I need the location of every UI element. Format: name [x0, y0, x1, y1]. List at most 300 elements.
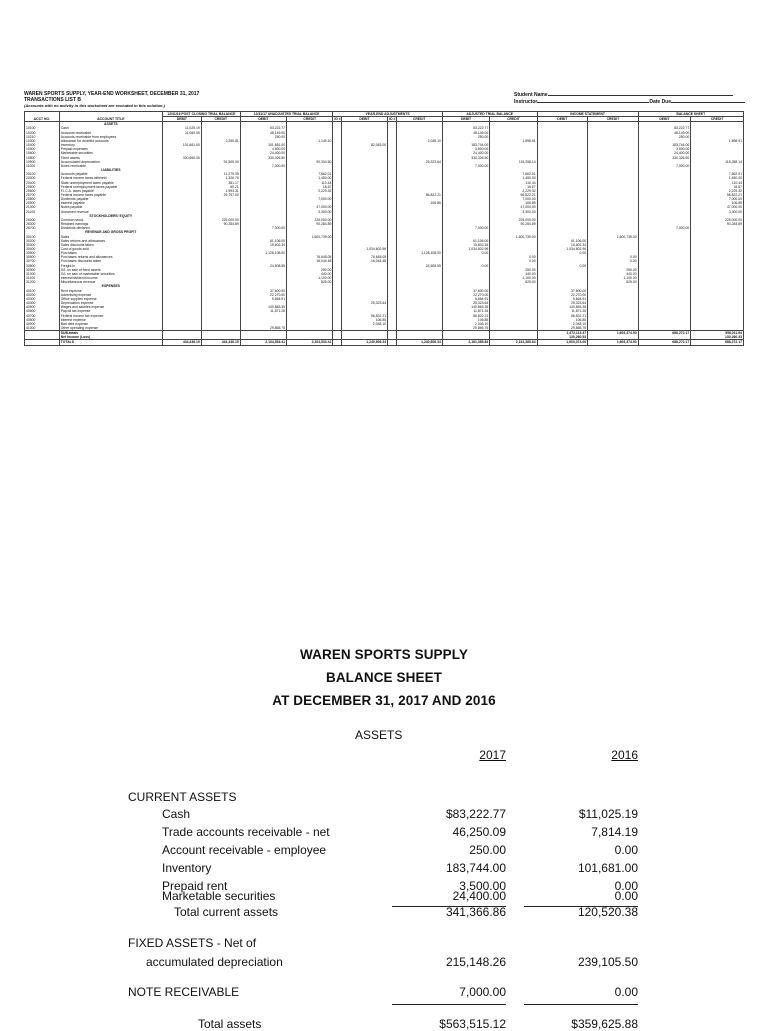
- amount-cell-bsc: 16.67: [691, 185, 744, 189]
- bs-current-item-label: Inventory: [162, 861, 212, 875]
- amount-cell-atc: 440.00: [490, 272, 537, 276]
- amount-cell-isc: 1,603,374.00: [588, 331, 639, 336]
- amount-cell-bsc: 225,000.00: [691, 218, 744, 222]
- amount-cell-bsd: 48,149.00: [638, 131, 691, 135]
- amount-cell-bsc: 115,258.14: [691, 160, 744, 164]
- acct-no-cell: 10500: [25, 147, 60, 151]
- account-title-cell: State unemployment taxes payable: [59, 181, 162, 185]
- amount-cell-bsd: 7,000.00: [638, 164, 691, 168]
- amount-cell-atc: 1,600,739.00: [490, 235, 537, 239]
- account-title-cell: Accounts receivable from employees: [59, 135, 162, 139]
- header-post-closing: 12/31/16 POST CLOSING TRIAL BALANCE: [162, 112, 240, 117]
- amount-cell-bsc: 110.44: [691, 181, 744, 185]
- amount-cell-bsd: 24,400.00: [638, 151, 691, 155]
- sub-debit: DEBIT: [341, 117, 387, 122]
- acct-no-cell: 40600: [25, 309, 60, 313]
- amount-cell-atd: 11,871.26: [442, 309, 489, 313]
- bs-assets-heading: ASSETS: [355, 728, 403, 742]
- bs-current-item-2017: 24,400.00: [452, 889, 506, 903]
- acct-no-cell: 30400: [25, 247, 60, 251]
- acct-no-cell: 10100: [25, 126, 60, 130]
- amount-cell-bsc: 7,662.01: [691, 172, 744, 176]
- amount-cell-ud: 15,602.34: [240, 243, 286, 247]
- bs-current-item-2017: 3,500.00: [459, 879, 506, 893]
- account-title-cell: Advertising expense: [59, 293, 162, 297]
- account-title-cell: Notes receivable: [59, 164, 162, 168]
- bs-current-item-label: Marketable securities: [162, 889, 276, 903]
- amount-cell-isd: 2,048.10: [537, 322, 588, 326]
- account-title-cell: SUB-totals: [59, 331, 162, 336]
- amount-cell-isd: 0.00: [537, 251, 588, 255]
- amount-cell-atd: 37,600.00: [442, 289, 489, 293]
- bs-statement-title: BALANCE SHEET: [325, 670, 443, 685]
- amount-cell-uc: 250.00: [287, 268, 333, 272]
- bs-fixed-heading: FIXED ASSETS - Net of: [128, 936, 257, 950]
- amount-cell-pcc: 65.21: [201, 185, 240, 189]
- amount-cell-ud: 61,106.00: [240, 239, 286, 243]
- acct-no-cell: [25, 340, 60, 345]
- account-title-cell: Accounts receivable: [59, 131, 162, 135]
- amount-cell-isc: 825.00: [588, 280, 639, 284]
- account-title-cell: Cost of goods sold: [59, 247, 162, 251]
- bs-current-item-2017: 46,250.09: [452, 825, 506, 839]
- bs-total-current-2017: 341,366.86: [445, 905, 506, 919]
- header-income: INCOME STATEMENT: [537, 112, 638, 117]
- header-balance: BALANCE SHEET: [638, 112, 743, 117]
- amount-cell-pcd: 11,025.19: [162, 126, 201, 130]
- amount-cell-atc: 115,258.14: [490, 160, 537, 164]
- amount-cell-bsd: 330,326.50: [638, 156, 691, 160]
- amount-cell-ud: 22,270.00: [240, 293, 286, 297]
- amount-cell-atc: 1,100.00: [490, 276, 537, 280]
- amount-cell-atd: 5,664.91: [442, 297, 489, 301]
- sub-credit: CREDIT: [490, 117, 537, 122]
- account-title-cell: Notes payable: [59, 205, 162, 209]
- amount-cell-uc: 2,229.32: [287, 189, 333, 193]
- amount-cell-ud: 5,664.91: [240, 297, 286, 301]
- amount-cell-ac: 1,128,108.00: [396, 251, 442, 255]
- amount-cell-uc: 16,044.48: [287, 259, 333, 263]
- amount-cell-isd: 0.00: [537, 264, 588, 268]
- acct-no-cell: 10600: [25, 151, 60, 155]
- acct-no-cell: 40500: [25, 305, 60, 309]
- amount-cell-uc: 16.67: [287, 185, 333, 189]
- acct-no-cell: 11000: [25, 164, 60, 168]
- amount-cell-uc: 76,645.05: [287, 255, 333, 259]
- amount-cell-bsc: 688,272.17: [691, 340, 744, 345]
- worksheet-title-block: [24, 91, 199, 109]
- amount-cell-ud: 11,871.26: [240, 309, 286, 313]
- acct-no-cell: 31000: [25, 272, 60, 276]
- bs-current-item-2016: 0.00: [614, 889, 638, 903]
- amount-cell-bsd: 688,272.17: [638, 340, 691, 345]
- student-info-block: [514, 91, 745, 105]
- bs-fixed-2017: 215,148.26: [445, 955, 506, 969]
- bs-current-item-label: Prepaid rent: [162, 879, 228, 893]
- amount-cell-atd: 7,000.00: [442, 226, 489, 230]
- acct-no-cell: 30500: [25, 251, 60, 255]
- account-title-cell: Accumulated depreciation: [59, 160, 162, 164]
- amount-cell-ud: 24,508.55: [240, 264, 286, 268]
- bs-total-assets-2017: $563,515.12: [439, 1017, 506, 1031]
- sub-debit: DEBIT: [162, 117, 201, 122]
- amount-cell-uc: 2,104,533.41: [287, 340, 333, 345]
- amount-cell-pcc: 444,436.19: [201, 340, 240, 345]
- amount-cell-isc: 1,100.00: [588, 276, 639, 280]
- account-title-cell: TOTALS: [59, 340, 162, 345]
- acct-no-cell: 40800: [25, 318, 60, 322]
- acct-no-cell: 40100: [25, 289, 60, 293]
- acct-no-cell: 21100: [25, 210, 60, 214]
- account-title-cell: REVENUE AND GROSS PROFIT: [59, 230, 162, 234]
- account-title-cell: Cash: [59, 126, 162, 130]
- acct-no-cell: 20900: [25, 201, 60, 205]
- acct-no-cell: 40400: [25, 301, 60, 305]
- account-title-cell: Freight-in: [59, 264, 162, 268]
- amount-cell-ud: 83,222.77: [240, 126, 286, 130]
- amount-cell-ud: 250.00: [240, 135, 286, 139]
- header-acct-no: ACCT NO.: [25, 112, 60, 122]
- amount-cell-atd: 140,863.35: [442, 305, 489, 309]
- amount-cell-atd: 183,744.00: [442, 143, 489, 147]
- amount-cell-isd: 1,034,602.96: [537, 247, 588, 251]
- account-title-cell: Federal income taxes payable: [59, 193, 162, 197]
- amount-cell-bsc: 7,000.00: [691, 197, 744, 201]
- amount-cell-atd: 0.00: [442, 264, 489, 268]
- amount-cell-atd: 25,323.64: [442, 301, 489, 305]
- amount-cell-pcd: 101,681.00: [162, 143, 201, 147]
- amount-cell-bsc: 130,260.33: [691, 335, 744, 340]
- header-adjusted: ADJUSTED TRIAL BALANCE: [442, 112, 537, 117]
- acct-no-cell: 21000: [25, 205, 60, 209]
- amount-cell-uc: 1,450.00: [287, 176, 333, 180]
- amount-cell-ad: 16,044.48: [341, 259, 387, 263]
- amount-cell-uc: 110.44: [287, 181, 333, 185]
- account-title-cell: ASSETS: [59, 122, 162, 127]
- account-title-cell: Interest/dividend income: [59, 276, 162, 280]
- bs-current-item-label: Cash: [162, 807, 191, 821]
- account-title-cell: Bad debt expense: [59, 322, 162, 326]
- amount-cell-isd: 56,822.21: [537, 314, 588, 318]
- amount-cell-isd: 25,323.64: [537, 301, 588, 305]
- acct-no-cell: 20300: [25, 176, 60, 180]
- account-title-cell: Interest expense: [59, 318, 162, 322]
- amount-cell-isd: 106.85: [537, 318, 588, 322]
- acct-no-cell: 20600: [25, 189, 60, 193]
- acct-no-cell: 30900: [25, 268, 60, 272]
- amount-cell-pcc: 2,250.81: [201, 139, 240, 143]
- worksheet-note: (Accounts with no activity in this worksheet are excluded in this solution.): [24, 103, 165, 108]
- amount-cell-ud: 2,104,533.41: [240, 340, 286, 345]
- amount-cell-isc: 0.00: [588, 259, 639, 263]
- account-title-cell: Allowance for doubtful accounts: [59, 139, 162, 143]
- amount-cell-bsd: 250.00: [638, 135, 691, 139]
- amount-cell-ac: 2,048.10: [396, 139, 442, 143]
- amount-cell-isc: 250.00: [588, 268, 639, 272]
- bs-company-name: WAREN SPORTS SUPPLY: [300, 647, 468, 662]
- amount-cell-bsd: 688,272.17: [638, 331, 691, 336]
- bs-note-2016: 0.00: [614, 985, 638, 999]
- amount-cell-atc: 0.00: [490, 259, 537, 263]
- account-title-cell: Retained earnings: [59, 222, 162, 226]
- account-title-cell: Dividends payable: [59, 197, 162, 201]
- bs-current-item-2016: 0.00: [614, 879, 638, 893]
- amount-cell-atc: 1,898.91: [490, 139, 537, 143]
- amount-cell-bsc: 2,229.32: [691, 189, 744, 193]
- worksheet-subtitle: TRANSACTIONS LIST B: [24, 97, 81, 103]
- amount-cell-uc: 7,000.00: [287, 197, 333, 201]
- amount-cell-ad: 82,063.00: [341, 143, 387, 147]
- sub-debit: DEBIT: [537, 117, 588, 122]
- amount-cell-ud: 1,128,108.00: [240, 251, 286, 255]
- amount-cell-bsd: 7,000.00: [638, 226, 691, 230]
- amount-cell-ud: 140,863.35: [240, 305, 286, 309]
- amount-cell-uc: 90,284.89: [287, 222, 333, 226]
- amount-cell-atd: 61,106.00: [442, 239, 489, 243]
- amount-cell-atd: 22,270.00: [442, 293, 489, 297]
- amount-cell-ad: 25,323.64: [341, 301, 387, 305]
- amount-cell-atc: 7,662.01: [490, 172, 537, 176]
- amount-cell-ac: 56,822.21: [396, 193, 442, 197]
- bs-total-assets-label: Total assets: [198, 1017, 262, 1031]
- bs-current-item-2016: $11,025.19: [578, 807, 638, 821]
- amount-cell-atc: 16.67: [490, 185, 537, 189]
- bs-year-2017: 2017: [479, 748, 506, 762]
- amount-cell-pcc: 90,284.89: [201, 222, 240, 226]
- amount-cell-atd: 0.00: [442, 251, 489, 255]
- amount-cell-bsc: 3,300.00: [691, 210, 744, 214]
- bs-total-current-2016: 120,520.38: [577, 905, 638, 919]
- account-title-cell: LIABILITIES: [59, 168, 162, 172]
- account-title-cell: Dividends declared: [59, 226, 162, 230]
- amount-cell-uc: 225,000.00: [287, 218, 333, 222]
- amount-cell-ac: 24,508.55: [396, 264, 442, 268]
- acct-no-cell: 30800: [25, 264, 60, 268]
- amount-cell-id1: [333, 340, 341, 345]
- acct-no-cell: 26700: [25, 226, 60, 230]
- bs-rule-note-2017: [392, 1004, 506, 1005]
- amount-cell-atc: 56,822.21: [490, 193, 537, 197]
- bs-current-item-2016: 7,814.19: [591, 825, 638, 839]
- amount-cell-ac: 1,240,606.34: [396, 340, 442, 345]
- acct-no-cell: 31100: [25, 276, 60, 280]
- amount-cell-pcc: 1,326.76: [201, 176, 240, 180]
- worksheet-body: [25, 122, 744, 345]
- account-title-cell: Accounts payable: [59, 172, 162, 176]
- acct-no-cell: 10210: [25, 135, 60, 139]
- amount-cell-isd: 1,472,113.47: [537, 331, 588, 336]
- amount-cell-uc: 47,000.00: [287, 205, 333, 209]
- header-account-title: ACCOUNT TITLE: [59, 112, 162, 122]
- amount-cell-bsc: 1,898.91: [691, 139, 744, 143]
- bs-current-assets-heading: CURRENT ASSETS: [128, 790, 237, 804]
- amount-cell-atd: 1,034,602.96: [442, 247, 489, 251]
- amount-cell-ud: 4,500.00: [240, 147, 286, 151]
- bs-rule-note-2016: [524, 1004, 638, 1005]
- sub-credit: CREDIT: [396, 117, 442, 122]
- amount-cell-pcc: 225,000.00: [201, 218, 240, 222]
- amount-cell-atd: 250.00: [442, 135, 489, 139]
- bs-current-item-label: Account receivable - employee: [162, 843, 327, 857]
- acct-no-cell: 41000: [25, 326, 60, 330]
- amount-cell-ad: 1,240,606.34: [341, 340, 387, 345]
- account-title-cell: Purchases returns and allowances: [59, 255, 162, 259]
- amount-cell-ad: 76,645.05: [341, 255, 387, 259]
- amount-cell-pcc: 1,993.31: [201, 189, 240, 193]
- amount-cell-isd: 5,664.91: [537, 297, 588, 301]
- amount-cell-bsc: 1,450.00: [691, 176, 744, 180]
- account-title-cell: Sales returns and allowances: [59, 239, 162, 243]
- acct-no-cell: 10400: [25, 143, 60, 147]
- amount-cell-bsc: 47,000.00: [691, 205, 744, 209]
- amount-cell-uc: 825.00: [287, 280, 333, 284]
- acct-no-cell: 26300: [25, 222, 60, 226]
- account-title-cell: Sales: [59, 235, 162, 239]
- account-title-cell: Miscellaneous revenue: [59, 280, 162, 284]
- amount-cell-atd: 48,149.00: [442, 131, 489, 135]
- bs-current-item-2017: 183,744.00: [445, 861, 506, 875]
- bs-total-assets-2016: $359,625.88: [571, 1017, 638, 1031]
- amount-cell-ud: 24,400.00: [240, 151, 286, 155]
- bs-note-label: NOTE RECEIVABLE: [128, 985, 240, 999]
- acct-no-cell: 20400: [25, 181, 60, 185]
- amount-cell-ud: 29,865.75: [240, 326, 286, 330]
- sub-id: ID #: [334, 117, 341, 122]
- acct-no-cell: 30700: [25, 259, 60, 263]
- account-title-cell: G/L on sale of marketable securities: [59, 272, 162, 276]
- account-title-cell: Prepaid expenses: [59, 147, 162, 151]
- amount-cell-isd: 1,603,374.00: [537, 340, 588, 345]
- amount-cell-ac: 106.85: [396, 201, 442, 205]
- bs-current-item-2016: 0.00: [614, 843, 638, 857]
- bs-fixed-2016: 239,105.50: [577, 955, 638, 969]
- account-title-cell: Depreciation expense: [59, 301, 162, 305]
- acct-no-cell: 40300: [25, 297, 60, 301]
- amount-cell-isd: 37,600.00: [537, 289, 588, 293]
- amount-cell-atc: 825.00: [490, 280, 537, 284]
- amount-cell-bsd: 3,500.00: [638, 147, 691, 151]
- amount-cell-bsc: 558,011.84: [691, 331, 744, 336]
- account-title-cell: Purchases: [59, 251, 162, 255]
- amount-cell-pcc: 29,797.00: [201, 193, 240, 197]
- amount-cell-uc: 1,149.10: [287, 139, 333, 143]
- worksheet-title: WAREN SPORTS SUPPLY, YEAR-END WORKSHEET, DECEMBER 31, 2017: [24, 91, 200, 97]
- account-title-cell: Unearned revenue: [59, 210, 162, 214]
- account-title-cell: Common stock: [59, 218, 162, 222]
- amount-cell-atd: 83,222.77: [442, 126, 489, 130]
- account-title-cell: EXPENSES: [59, 284, 162, 288]
- date-due-line: [671, 98, 745, 103]
- acct-no-cell: 26000: [25, 218, 60, 222]
- acct-no-cell: 30100: [25, 235, 60, 239]
- amount-cell-uc: 90,334.50: [287, 160, 333, 164]
- amount-cell-id2: [388, 340, 396, 345]
- account-title-cell: Wages and salaries expense: [59, 305, 162, 309]
- sub-credit: CREDIT: [691, 117, 744, 122]
- amount-cell-atc: 110.44: [490, 181, 537, 185]
- amount-cell-ud: 37,600.00: [240, 289, 286, 293]
- instructor-line: [537, 98, 649, 103]
- worksheet-table: [24, 111, 744, 346]
- amount-cell-uc: 440.00: [287, 272, 333, 276]
- amount-cell-isd: 130,260.53: [537, 335, 588, 340]
- acct-no-cell: 10800: [25, 156, 60, 160]
- amount-cell-bsc: 106.85: [691, 201, 744, 205]
- amount-cell-ac: 25,323.64: [396, 160, 442, 164]
- sub-id: ID #: [389, 117, 396, 122]
- sub-credit: CREDIT: [287, 117, 333, 122]
- sub-debit: DEBIT: [240, 117, 286, 122]
- acct-no-cell: 10900: [25, 160, 60, 164]
- sub-debit: DEBIT: [442, 117, 489, 122]
- amount-cell-atc: 90,284.89: [490, 222, 537, 226]
- sub-debit: DEBIT: [638, 117, 691, 122]
- acct-no-cell: 20500: [25, 185, 60, 189]
- amount-cell-atc: 225,000.00: [490, 218, 537, 222]
- amount-cell-isc: 440.00: [588, 272, 639, 276]
- acct-no-cell: 10200: [25, 131, 60, 135]
- account-title-cell: F.I.C.A. taxes payable: [59, 189, 162, 193]
- amount-cell-atc: 47,000.00: [490, 205, 537, 209]
- amount-cell-isd: 22,270.00: [537, 293, 588, 297]
- amount-cell-atd: 15,602.34: [442, 243, 489, 247]
- bs-date-line: AT DECEMBER 31, 2017 AND 2016: [272, 693, 496, 708]
- amount-cell-pcc: 381.17: [201, 181, 240, 185]
- amount-cell-isc: 1,600,739.00: [588, 235, 639, 239]
- totals-row: [25, 340, 744, 345]
- amount-cell-atd: 56,822.21: [442, 314, 489, 318]
- amount-cell-bsc: 56,822.21: [691, 193, 744, 197]
- amount-cell-bsc: 90,284.89: [691, 222, 744, 226]
- amount-cell-ud: 7,000.00: [240, 226, 286, 230]
- amount-cell-pcd: 330,660.00: [162, 156, 201, 160]
- amount-cell-pcd: 444,436.19: [162, 340, 201, 345]
- amount-cell-ud: 7,000.00: [240, 164, 286, 168]
- amount-cell-ud: 330,326.50: [240, 156, 286, 160]
- sub-credit: CREDIT: [588, 117, 639, 122]
- amount-cell-atc: 250.00: [490, 268, 537, 272]
- acct-no-cell: 30300: [25, 243, 60, 247]
- amount-cell-atc: 2,161,385.84: [490, 340, 537, 345]
- acct-no-cell: 20700: [25, 193, 60, 197]
- bs-note-2017: 7,000.00: [459, 985, 506, 999]
- amount-cell-ad: 56,822.21: [341, 314, 387, 318]
- amount-cell-ad: 2,048.10: [341, 322, 387, 326]
- amount-cell-bsd: 83,222.77: [638, 126, 691, 130]
- amount-cell-pcd: 11,060.05: [162, 131, 201, 135]
- amount-cell-ad: 106.85: [341, 318, 387, 322]
- acct-no-cell: 40900: [25, 322, 60, 326]
- amount-cell-atc: 7,000.00: [490, 197, 537, 201]
- acct-no-cell: 10300: [25, 139, 60, 143]
- amount-cell-isc: 1,603,374.00: [588, 340, 639, 345]
- bs-current-item-2016: 101,681.00: [577, 861, 638, 875]
- amount-cell-atd: 330,326.50: [442, 156, 489, 160]
- amount-cell-ad: 1,034,602.96: [341, 247, 387, 251]
- account-title-cell: Net Income (Loss): [59, 335, 162, 340]
- amount-cell-uc: 3,300.00: [287, 210, 333, 214]
- amount-cell-atc: 106.85: [490, 201, 537, 205]
- sub-credit: CREDIT: [201, 117, 240, 122]
- acct-no-cell: 20800: [25, 197, 60, 201]
- date-due-label: Date Due: [649, 99, 672, 105]
- account-title-cell: STOCKHOLDERS' EQUITY: [59, 214, 162, 218]
- amount-cell-atd: 7,000.00: [442, 164, 489, 168]
- bs-current-item-2017: $83,222.77: [445, 807, 506, 821]
- amount-cell-ud: 101,681.00: [240, 143, 286, 147]
- bs-year-2016: 2016: [611, 748, 638, 762]
- amount-cell-uc: 7,662.01: [287, 172, 333, 176]
